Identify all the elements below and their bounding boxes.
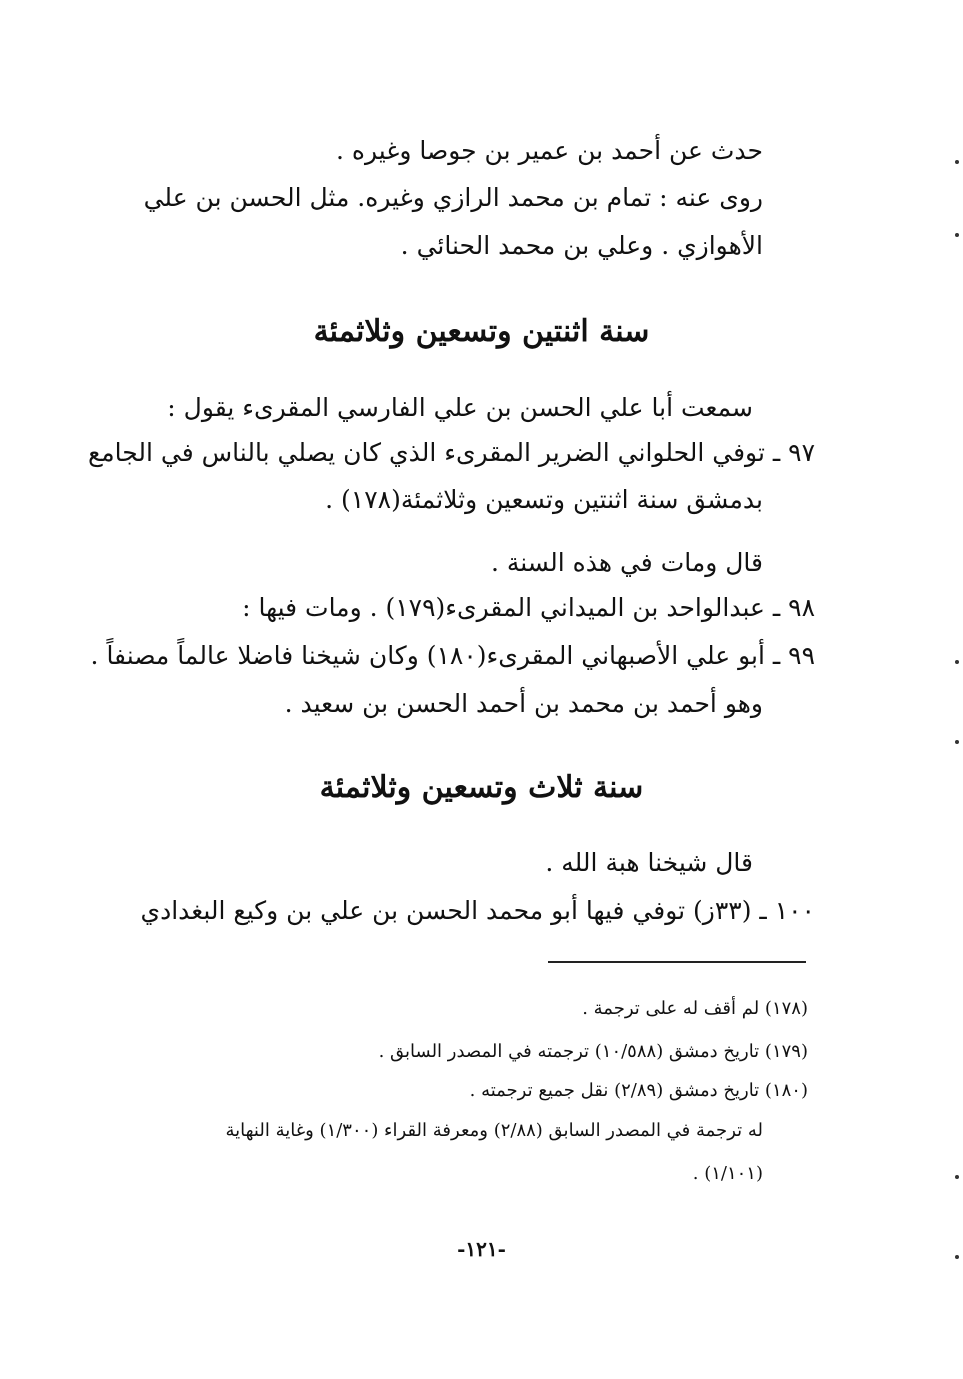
text-line: الأهوازي . وعلي بن محمد الحنائي .: [400, 231, 763, 260]
text-line: ٩٧ ـ توفي الحلواني الضرير المقرىء الذي كان يصلي بالناس في الجامع: [87, 438, 815, 467]
footnote: (١/١٠١) .: [692, 1163, 763, 1184]
text-line: قال ومات في هذه السنة .: [490, 548, 763, 577]
footnote: (١٧٨) لم أقف له على ترجمة .: [582, 998, 808, 1019]
text-line: ١٠٠ ـ (٣٣ز) توفي فيها أبو محمد الحسن بن علي بن وكيع البغدادي: [140, 896, 815, 925]
text-line: حدث عن أحمد بن عمير بن جوصا وغيره .: [335, 136, 763, 165]
section-heading: سنة ثلاث وتسعين وثلاثمئة: [319, 770, 644, 805]
scan-speck: [955, 740, 959, 744]
footnote: (١٨٠) تاريخ دمشق (٢/٨٩) نقل جميع ترجمته .: [469, 1080, 808, 1101]
text-line: قال شيخنا هبة الله .: [545, 848, 753, 877]
scan-speck: [955, 1255, 959, 1259]
footnote-separator: [548, 961, 806, 963]
page-number: -١٢١-: [457, 1237, 506, 1261]
text-line: ٩٨ ـ عبدالواحد بن الميداني المقرىء(١٧٩) . ومات فيها :: [242, 593, 815, 622]
text-line: سمعت أبا علي الحسن بن علي الفارسي المقرىء يقول :: [167, 393, 753, 422]
scan-speck: [955, 660, 959, 664]
text-line: ٩٩ ـ أبو علي الأصبهاني المقرىء(١٨٠) وكان شيخنا فاضلا عالماً مصنفاً .: [90, 641, 815, 670]
footnote: (١٧٩) تاريخ دمشق (١٠/٥٨٨) ترجمته في المصدر السابق .: [378, 1041, 808, 1062]
scan-speck: [955, 1175, 959, 1179]
text-line: روى عنه : تمام بن محمد الرازي وغيره. مثل الحسن بن علي: [143, 183, 763, 212]
text-line: بدمشق سنة اثنتين وتسعين وثلاثمئة(١٧٨) .: [325, 485, 763, 514]
footnote: له ترجمة في المصدر السابق (٢/٨٨) ومعرفة القراء (١/٣٠٠) وغاية النهاية: [225, 1120, 763, 1141]
text-line: وهو أحمد بن محمد بن أحمد الحسن بن سعيد .: [284, 689, 763, 718]
section-heading: سنة اثنتين وتسعين وثلاثمئة: [313, 314, 650, 349]
scan-speck: [955, 233, 959, 237]
scan-speck: [955, 160, 959, 164]
